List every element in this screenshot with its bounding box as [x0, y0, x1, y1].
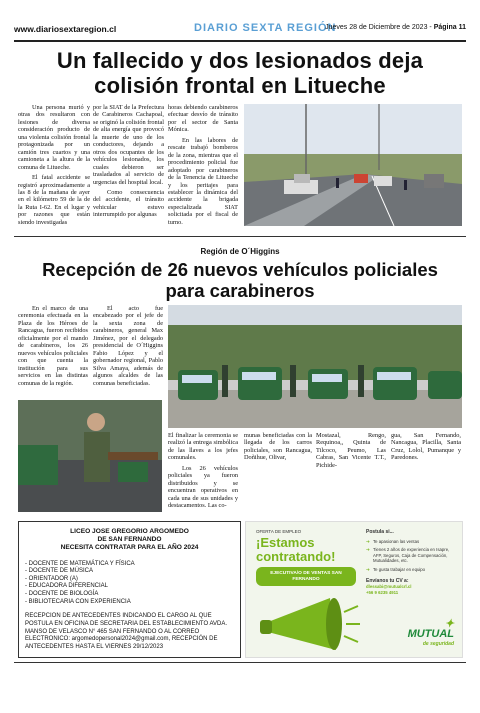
notice-list [25, 561, 234, 607]
list-item: - DOCENTE DE BIOLOGÍA [25, 590, 99, 597]
mutual-job-ad[interactable] [245, 521, 463, 658]
list-item: ➔ Te apasionan las ventas [366, 539, 458, 545]
mutual-logo: ✦ MUTUAL de seguridad [407, 618, 454, 647]
ad-send-label: Envíanos tu CV a: [366, 577, 409, 584]
section-label: Región de O´Higgins [200, 247, 280, 256]
ad-headline: ¡Estamos contratando! [256, 535, 336, 564]
job-notice [18, 521, 241, 658]
list-item: ➔ Te gusta trabajar en equipo [366, 567, 458, 573]
notice-title3: NECESITA CONTRATAR PARA EL AÑO 2024 [60, 544, 199, 552]
list-item: - ORIENTADOR (A) [25, 575, 78, 582]
list-item: - DOCENTE DE MÚSICA [25, 568, 94, 575]
accident-photo [244, 104, 462, 226]
page-header [14, 24, 466, 38]
list-item: ➔ Tienes 2 años de experiencia en Isapre, AFP, Seguros, Caja de Compensación, Mutualidades, etc. [366, 547, 458, 564]
megaphone-icon [260, 592, 360, 656]
ad-label: OFERTA DE EMPLEO [256, 529, 302, 534]
ad-email[interactable]: dlessabi@mutualcrl.cl [366, 584, 412, 590]
article2-col5: Mostazal, Rengo, Requinoa,, Quinta de Tilcoco, Peumo, Las Cabras, San Vicente T.T., Pichide- [316, 432, 386, 469]
footer-rule [14, 662, 466, 663]
article2-col6: gua, San Fernando, Nancagua, Placilla, Santa Cruz, Lolol, Pumanque y Paredones. [391, 432, 461, 462]
vehicles-photo [168, 305, 462, 428]
ad-details [366, 530, 458, 595]
ad-phone[interactable]: +56 9 6235 4911 [366, 589, 399, 595]
article2-col2: El acto fue encabezado por el jefe de la sexta zona de carabineros, general Max Jiménez, por el delegado presidencial de O´Higgins Fabio López y el gobernador regional, Pablo Silva Amaya, además de algunos alcaldes de las comunas beneficiadas. [93, 305, 163, 387]
notice-instructions: RECEPCION DE ANTECEDENTES INDICANDO EL CARGO AL QUE POSTULA EN OFICINA DE SECRETARIA DEL ESTABLECIMIENTO AVDA. MANSO DE VELASCO N° 465 SAN FERNANDO O AL CORREO ELECTRONICO: argomedopersonal2024@gmail.com, RECEPCIÓN DE ANTECEDENTES HASTA EL VIERNES 29/12/2023 [25, 613, 228, 650]
officials-photo [18, 400, 162, 512]
list-item: - BIBLIOTECARIA CON EXPERIENCIA [25, 598, 131, 605]
article1-col3: horas debiendo carabineros efectuar desvío de tránsito por el sector de Santa Mónica. En las labores de rescate trabajó bomberos de la zona, mientras que el procedimiento policial fue adoptado por carabineros de la Tenencia de Litueche y los peritajes para establecer la dinámica del accidente la brigada especializada SIAT solicitada por el fiscal de turno. [168, 104, 238, 226]
section-divider [14, 236, 466, 237]
article1-headline: Un fallecido y dos lesionados deja colisión frontal en Litueche [56, 48, 424, 98]
site-url[interactable]: www.diariosextaregion.cl [14, 24, 117, 34]
header-rule [14, 40, 466, 42]
issue-date: Jueves 28 de Diciembre de 2023 - Página 11 [325, 24, 466, 31]
article2-headline: Recepción de 26 nuevos vehículos policiales para carabineros [42, 259, 438, 301]
list-item: - DOCENTE DE MATEMÁTICA Y FÍSICA [25, 560, 135, 567]
article1-col1: Una persona murió y otras dos resultaron con lesiones de diversa consideración producto de una violenta colisión frontal protagonizada por un camión tres cuartos y una camioneta a la altura de la comuna de Litueche. El fatal accidente se registró aproximadamente a las 8 de la mañana de ayer en el kilómetro 59 de la de la Ruta I-62. En el lugar y por razones que están siendo investigadas [18, 104, 90, 226]
list-item: - EDUCADORA DIFERENCIAL [25, 583, 109, 590]
article1-col2: por la SIAT de la Prefectura de Carabineros Cachapoal, se originó la colisión frontal de alta energía que provocó la muerte de uno de los conductores, dejando a otros dos ocupantes de los vehículos lesionados, los cuales debieron ser trasladados al servicio de urgencias del hospital local. Como consecuencia del accidente, el tránsito vehicular estuvo interrumpido por algunas [93, 104, 164, 219]
article2-col4: munas beneficiadas con la llegada de los carros policiales, son Rancagua, Doñihue, Olivar, [244, 432, 312, 462]
notice-title1: LICEO JOSE GREGORIO ARGOMEDO [70, 528, 189, 535]
notice-title2: DE SAN FERNANDO [97, 536, 162, 544]
article2-col1: En el marco de una ceremonia efectuada en la Plaza de los Héroes de Rancagua, fueron recibidos oficialmente por el mando de carabineros, los 26 nuevos vehículos policiales con que cuenta la institución para sus servicios en las distintas comunas de la región. [18, 305, 88, 387]
ad-apply-title: Postula si... [366, 529, 394, 535]
paper-name: DIARIO SEXTA REGIÓN [194, 22, 337, 34]
ad-position: EJECUTIVA/O DE VENTAS SAN FERNANDO [256, 567, 356, 586]
article2-col3: El finalizar la ceremonia se realizó la entrega simbólica de las llaves a los jefes comunales. Los 26 vehículos policiales ya fueron distribuidos y se encuentran operativos en cada una de sus unidades y destacamentos. Las co- [168, 432, 238, 510]
